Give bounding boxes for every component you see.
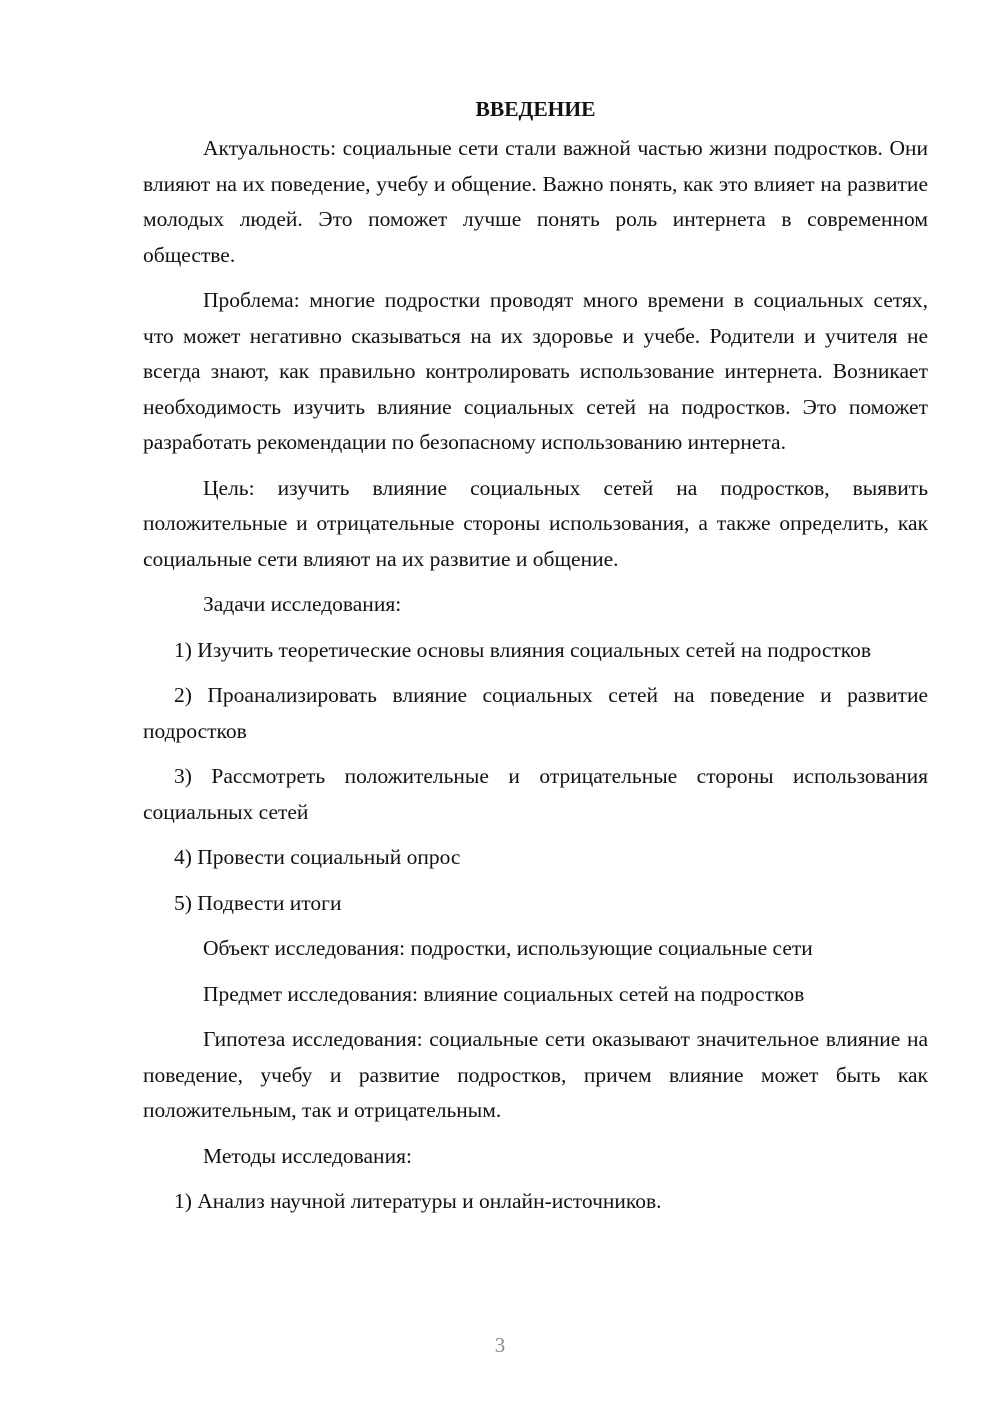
task-item-4: 4) Провести социальный опрос (174, 845, 461, 869)
method-item-1: 1) Анализ научной литературы и онлайн-источников. (174, 1189, 662, 1213)
methods-heading: Методы исследования: (203, 1143, 412, 1168)
goal-paragraph: Цель: изучить влияние социальных сетей на подростков, выявить положительные и отрицательные стороны использования, а также определить, как социальные сети влияют на их развитие и общение. (143, 475, 928, 571)
task-item-1: 1) Изучить теоретические основы влияния социальных сетей на подростков (174, 637, 872, 662)
task-item-2: 2) Проанализировать влияние социальных сетей на поведение и развитие подростков (143, 683, 928, 743)
document-page (143, 92, 928, 1230)
research-object: Объект исследования: подростки, использующие социальные сети (203, 936, 813, 960)
research-subject: Предмет исследования: влияние социальных сетей на подростков (203, 981, 805, 1006)
problem-paragraph: Проблема: многие подростки проводят много времени в социальных сетях, что может негативно сказываться на их здоровье и учебе. Родители и учителя не всегда знают, как правильно контролировать использование интернета. Возникает необходимость изучить влияние социальных сетей на подростков. Это поможет разработать рекомендации по безопасному использованию интернета. (143, 288, 928, 454)
tasks-heading: Задачи исследования: (203, 592, 402, 616)
page-title: ВВЕДЕНИЕ (475, 97, 596, 121)
page-number: 3 (494, 1333, 506, 1357)
task-item-5: 5) Подвести итоги (174, 890, 342, 915)
research-hypothesis: Гипотеза исследования: социальные сети оказывают значительное влияние на поведение, учебу и развитие подростков, причем влияние может быть как положительным, так и отрицательным. (143, 1027, 928, 1122)
relevance-paragraph: Актуальность: социальные сети стали важной частью жизни подростков. Они влияют на их поведение, учебу и общение. Важно понять, как это влияет на развитие молодых людей. Это поможет лучше понять роль интернета в современном обществе. (143, 136, 928, 267)
task-item-3: 3) Рассмотреть положительные и отрицательные стороны использования социальных сетей (143, 764, 928, 824)
